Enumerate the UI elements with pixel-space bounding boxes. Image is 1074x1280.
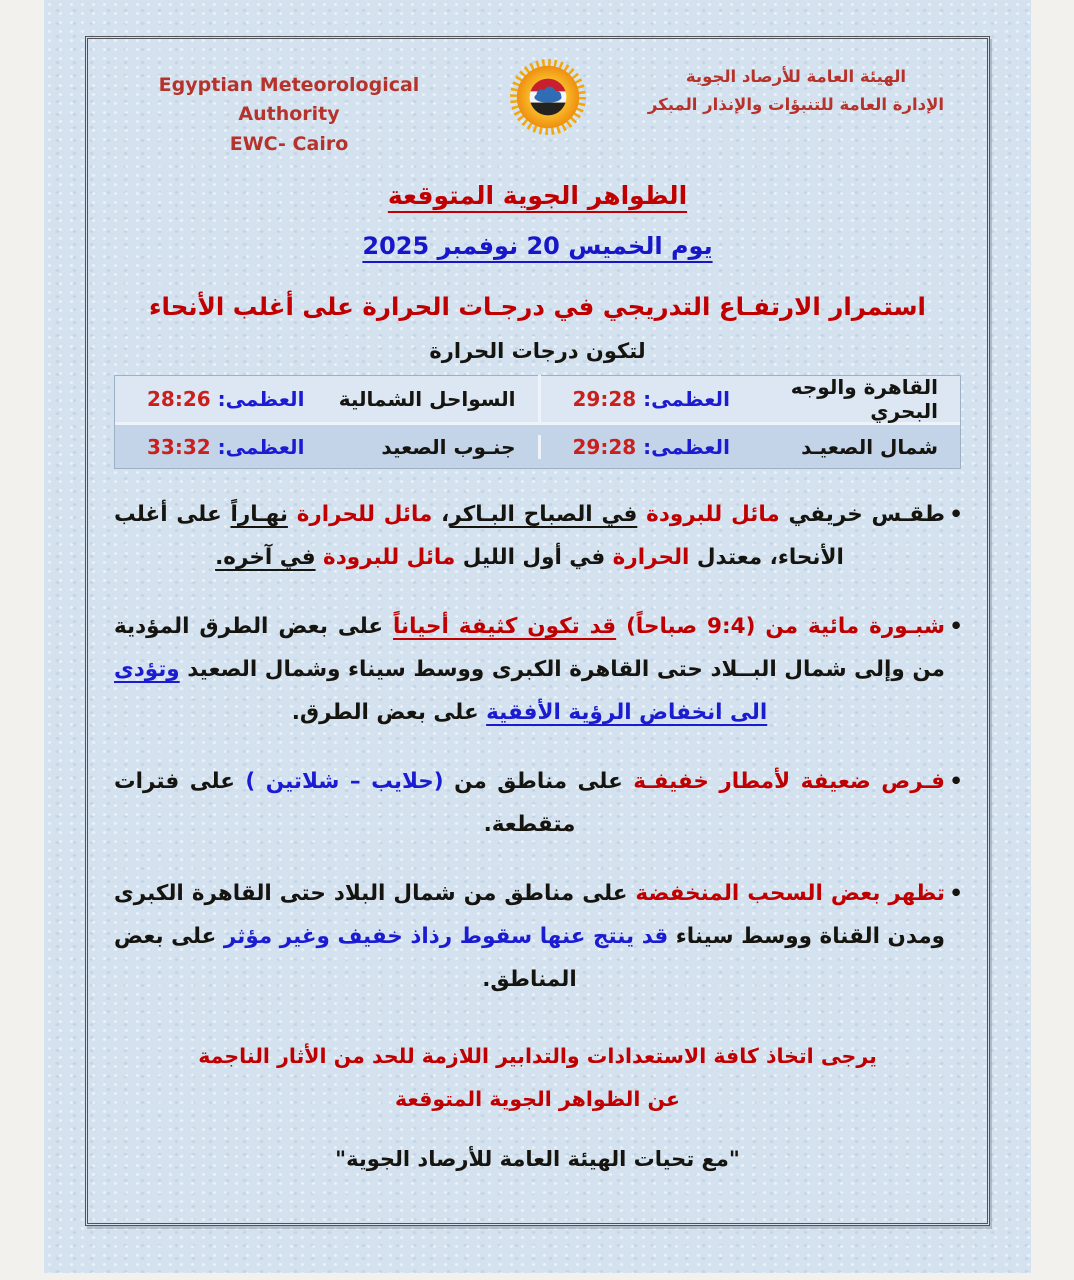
bullet-low-clouds: • تظهر بعض السحب المنخفضة على مناطق من شمال البلاد حتى القاهرة الكبرى ومدن القناة ووسط سيناء قد ينتج عنها سقوط رذاذ خفيف وغير مؤثر على بعض المناطق. <box>114 872 961 1001</box>
max-temp-label: العظمى: <box>217 387 305 412</box>
headline: استمرار الارتفـاع التدريجي في درجـات الحرارة على أغلب الأنحاء <box>149 292 926 322</box>
date-line: يوم الخميس 20 نوفمبر 2025 <box>362 232 713 261</box>
table-cell-cairo-delta <box>538 375 961 423</box>
max-temp-value: 33:32 <box>147 434 211 459</box>
bullet-weather-character: • طقـس خريفي مائل للبرودة في الصباح البـاكر، مائل للحرارة نهـاراً على أغلب الأنحاء، معتدل الحرارة في أول الليل مائل للبرودة في آخره. <box>114 493 961 579</box>
max-temp-value: 28:26 <box>147 387 211 412</box>
max-temp-label: العظمى: <box>217 434 305 459</box>
header <box>114 55 961 159</box>
closing-greeting: "مع تحيات الهيئة العامة للأرصاد الجوية" <box>335 1147 740 1172</box>
table-cell-north-upper-egypt <box>538 435 961 459</box>
ema-sun-cloud-logo-icon <box>508 57 588 137</box>
max-temp <box>145 435 304 459</box>
bullet-fog: • شبـورة مائية من (9:4 صباحاً) قد تكون كثيفة أحياناً على بعض الطرق المؤدية من وإلى شمال البــلاد حتى القاهرة الكبرى ووسط سيناء وشمال الصعيد وتؤدى الى انخفاض الرؤية الأفقية على بعض الطرق. <box>114 605 961 734</box>
region-name: القاهرة والوجه البحري <box>790 375 938 424</box>
region-name: السواحل الشمالية <box>338 387 516 412</box>
sub-headline: لتكون درجات الحرارة <box>429 339 646 364</box>
temperature-table <box>114 375 961 469</box>
page-title: الظواهر الجوية المتوقعة <box>387 181 688 211</box>
max-temp-label: العظمى: <box>643 434 730 459</box>
region-name: شمال الصعيـد <box>801 434 938 459</box>
footer-advisory-line2: عن الظواهر الجوية المتوقعة <box>395 1087 680 1112</box>
header-arabic <box>631 55 961 119</box>
table-row <box>115 422 960 468</box>
region-name: جنـوب الصعيد <box>381 434 516 459</box>
max-temp <box>571 435 730 459</box>
paper-background <box>44 0 1031 1273</box>
bulletin-frame <box>85 36 990 1226</box>
bullet-rain-chances: • فـرص ضعيفة لأمطار خفيفـة على مناطق من (حلايب – شلاتين ) على فترات متقطعة. <box>114 760 961 846</box>
authority-name-english: Egyptian Meteorological Authority <box>158 74 420 126</box>
max-temp <box>145 387 304 411</box>
footer-advisory <box>114 1035 961 1121</box>
table-cell-south-upper-egypt <box>115 435 538 459</box>
table-row <box>115 376 960 422</box>
forecast-bullets <box>114 493 961 1001</box>
table-cell-north-coasts <box>115 387 538 411</box>
max-temp-value: 29:28 <box>572 387 637 412</box>
department-name-english: EWC- Cairo <box>229 132 349 155</box>
max-temp-value: 29:28 <box>572 434 637 459</box>
department-name-arabic: الإدارة العامة للتنبؤات والإنذار المبكر <box>647 95 945 115</box>
max-temp-label: العظمى: <box>643 387 730 412</box>
header-english <box>114 55 464 159</box>
max-temp <box>571 387 730 411</box>
footer-advisory-line1: يرجى اتخاذ كافة الاستعدادات والتدابير اللازمة للحد من الأثار الناجمة <box>198 1044 877 1069</box>
authority-name-arabic: الهيئة العامة للأرصاد الجوية <box>685 67 907 86</box>
